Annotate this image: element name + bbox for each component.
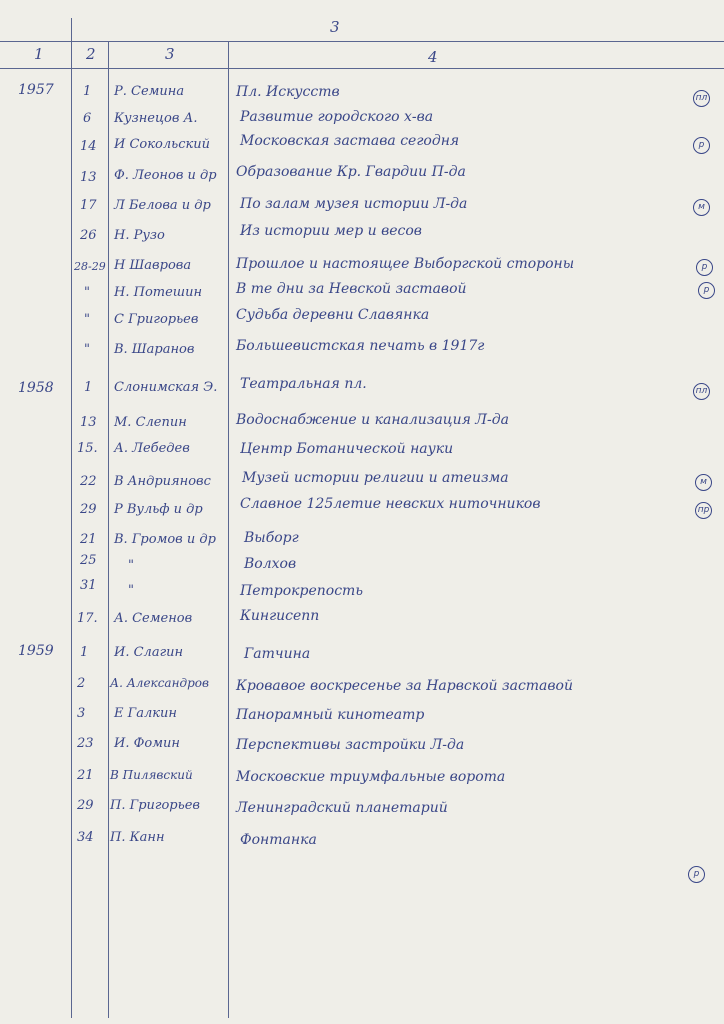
entry-number: 13: [80, 415, 97, 430]
entry-title: Московская застава сегодня: [240, 133, 460, 149]
entry-author: В. Громов и др: [114, 532, 216, 547]
entry-author: Н Шаврова: [114, 258, 192, 273]
entry-author: С Григорьев: [114, 312, 199, 327]
mark-circle: р: [688, 866, 705, 883]
entry-author: В Андрияновс: [114, 474, 211, 489]
entry-author: ": [128, 558, 134, 573]
entry-title: Большевистская печать в 1917г: [236, 338, 485, 354]
entry-author: Р Вульф и др: [114, 502, 203, 517]
entry-author: Ф. Леонов и др: [114, 168, 217, 183]
entry-number: ": [84, 342, 90, 357]
entry-title: Гатчина: [244, 646, 311, 662]
header-col-2: 2: [86, 45, 96, 63]
entry-title: Судьба деревни Славянка: [236, 307, 430, 323]
column-rule-3: [228, 41, 229, 1018]
entry-author: Кузнецов А.: [114, 111, 198, 126]
entry-title: Развитие городского х-ва: [240, 109, 434, 125]
entry-title: Славное 125летие невских ниточников: [240, 496, 541, 512]
page-number: 3: [330, 18, 340, 36]
entry-author: И Сокольский: [114, 137, 210, 152]
entry-number: 3: [77, 706, 86, 721]
entry-number: 13: [80, 170, 97, 185]
year-label: 1959: [18, 643, 54, 659]
entry-author: Е Галкин: [114, 706, 177, 721]
entry-number: 31: [80, 578, 97, 593]
entry-number: 17: [80, 198, 97, 213]
entry-title: Водоснабжение и канализация Л-да: [236, 412, 509, 428]
entry-title: Образование Кр. Гвардии П-да: [236, 164, 466, 180]
entry-title: По залам музея истории Л-да: [240, 196, 468, 212]
entry-number: 6: [83, 111, 92, 126]
year-label: 1958: [18, 380, 54, 396]
entry-title: Кровавое воскресенье за Нарвской заставой: [236, 678, 573, 694]
mark-circle: пл: [693, 383, 710, 400]
column-rule-1: [71, 18, 72, 1018]
entry-title: Волхов: [244, 556, 297, 572]
entry-author: Слонимская Э.: [114, 380, 218, 395]
entry-title: Выборг: [244, 530, 299, 546]
entry-number: ": [84, 285, 90, 300]
entry-number: 25: [80, 553, 97, 568]
entry-number: ": [84, 312, 90, 327]
entry-number: 26: [80, 228, 97, 243]
entry-author: Н. Потешин: [114, 285, 203, 300]
entry-number: 15.: [77, 441, 98, 456]
entry-author: ": [128, 583, 134, 598]
entry-title: Из истории мер и весов: [240, 223, 422, 239]
entry-author: И. Слагин: [114, 645, 184, 660]
mark-circle: пр: [695, 502, 712, 519]
entry-title: Кингисепп: [240, 608, 320, 624]
entry-author: П. Григорьев: [110, 798, 200, 813]
entry-title: Перспективы застройки Л-да: [236, 737, 465, 753]
entry-number: 1: [83, 84, 92, 99]
entry-number: 1: [80, 645, 89, 660]
entry-title: Прошлое и настоящее Выборгской стороны: [236, 256, 575, 272]
mark-circle: р: [696, 259, 713, 276]
header-col-4: 4: [428, 48, 438, 66]
entry-number: 29: [80, 502, 97, 517]
column-rule-2: [108, 41, 109, 1018]
entry-author: А. Семенов: [114, 611, 193, 626]
entry-title: Театральная пл.: [240, 376, 367, 392]
entry-title: Музей истории религии и атеизма: [242, 470, 509, 486]
mark-circle: м: [695, 474, 712, 491]
entry-number: 22: [80, 474, 97, 489]
entry-title: Ленинградский планетарий: [236, 800, 448, 816]
entry-title: В те дни за Невской заставой: [236, 281, 467, 297]
entry-author: Р. Семина: [114, 84, 185, 99]
entry-number: 29: [77, 798, 94, 813]
entry-author: В Пилявский: [110, 768, 193, 782]
entry-title: Панорамный кинотеатр: [236, 707, 425, 723]
entry-number: 2: [77, 676, 86, 691]
mark-circle: пл: [693, 90, 710, 107]
entry-title: Центр Ботанической науки: [240, 441, 454, 457]
entry-number: 34: [77, 830, 94, 845]
entry-author: А. Лебедев: [114, 441, 190, 456]
entry-number: 17.: [77, 611, 98, 626]
entry-title: Пл. Искусств: [236, 84, 340, 100]
header-col-1: 1: [34, 45, 44, 63]
entry-number: 23: [77, 736, 94, 751]
entry-author: А. Александров: [110, 676, 209, 690]
entry-number: 1: [84, 380, 93, 395]
entry-number: 21: [80, 532, 97, 547]
mark-circle: р: [698, 282, 715, 299]
entry-title: Московские триумфальные ворота: [236, 769, 506, 785]
entry-author: Л Белова и др: [114, 198, 211, 213]
entry-author: В. Шаранов: [114, 342, 195, 357]
entry-author: И. Фомин: [114, 736, 180, 751]
entry-number: 14: [80, 139, 97, 154]
entry-author: П. Канн: [110, 830, 165, 845]
entry-title: Петрокрепость: [240, 583, 363, 599]
entry-author: М. Слепин: [114, 415, 187, 430]
year-label: 1957: [18, 82, 54, 98]
entry-title: Фонтанка: [240, 832, 317, 848]
mark-circle: р: [693, 137, 710, 154]
header-col-3: 3: [165, 45, 175, 63]
entry-number: 28-29: [74, 260, 106, 273]
entry-number: 21: [77, 768, 94, 783]
entry-author: Н. Рузо: [114, 228, 165, 243]
mark-circle: м: [693, 199, 710, 216]
